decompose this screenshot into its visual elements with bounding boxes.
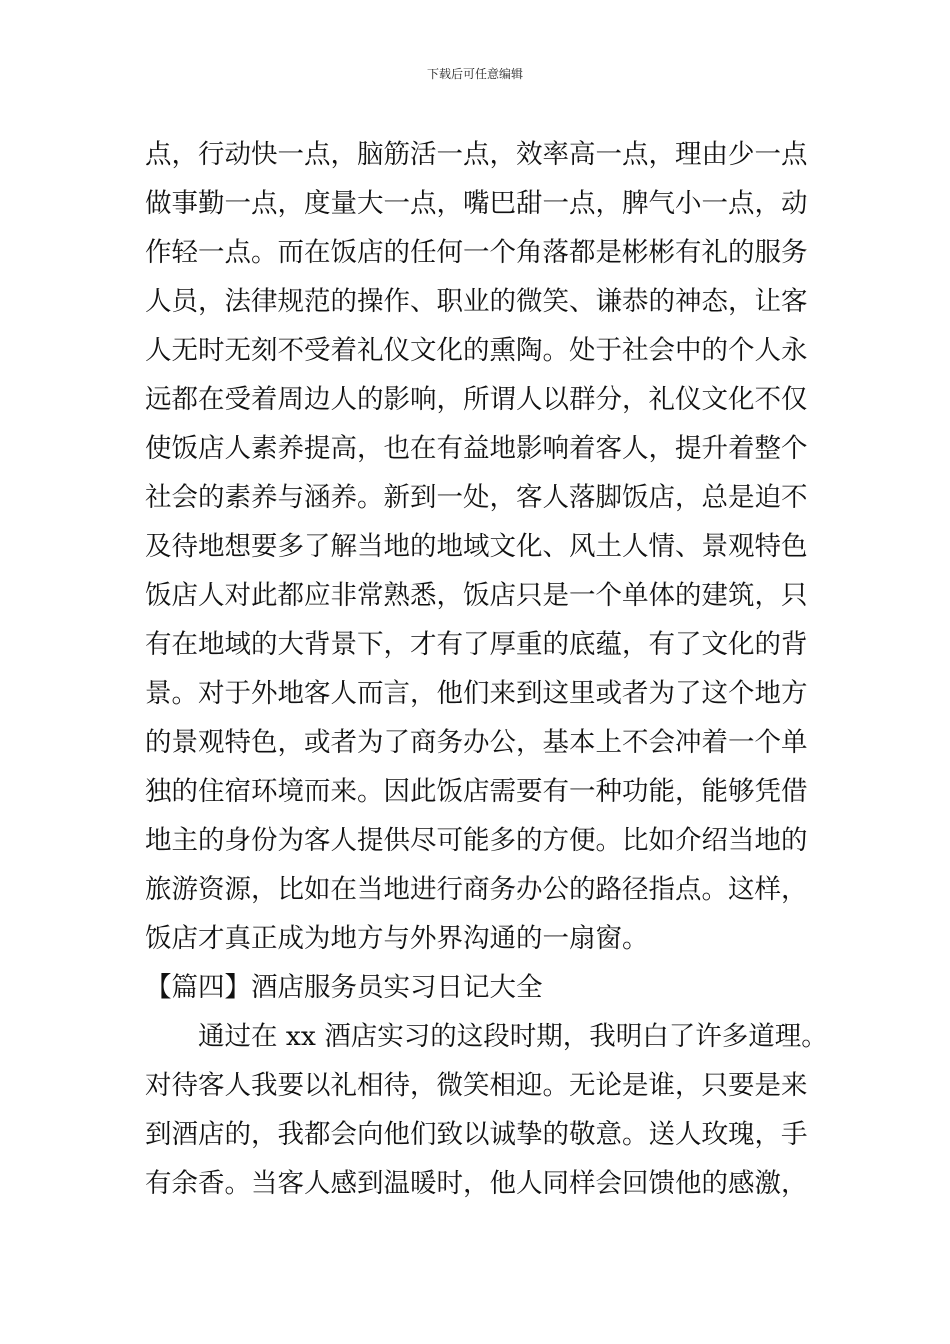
text-line: 做事勤一点，度量大一点，嘴巴甜一点，脾气小一点，动 (145, 188, 808, 219)
text-line: 的景观特色，或者为了商务办公，基本上不会冲着一个单 (145, 727, 808, 758)
text-line: 人无时无刻不受着礼仪文化的熏陶。处于社会中的个人永 (145, 335, 808, 366)
text-line: 景。对于外地客人而言，他们来到这里或者为了这个地方 (145, 678, 808, 709)
text-line: 点，行动快一点，脑筋活一点，效率高一点，理由少一点 (145, 139, 808, 170)
text-line: 对待客人我要以礼相待，微笑相迎。无论是谁，只要是来 (145, 1070, 808, 1101)
section-heading: 【篇四】酒店服务员实习日记大全 (145, 972, 543, 1003)
text-line: 有在地域的大背景下，才有了厚重的底蕴，有了文化的背 (145, 629, 808, 660)
text-line: 远都在受着周边人的影响，所谓人以群分，礼仪文化不仅 (145, 384, 808, 415)
text-line: 地主的身份为客人提供尽可能多的方便。比如介绍当地的 (145, 825, 808, 856)
text-line: 人员，法律规范的操作、职业的微笑、谦恭的神态，让客 (145, 286, 808, 317)
text-line: 饭店才真正成为地方与外界沟通的一扇窗。 (145, 923, 649, 954)
body-text (145, 130, 828, 1208)
text-line: 作轻一点。而在饭店的任何一个角落都是彬彬有礼的服务 (145, 237, 808, 268)
text-line: 独的住宿环境而来。因此饭店需要有一种功能，能够凭借 (145, 776, 808, 807)
text-line: 饭店人对此都应非常熟悉，饭店只是一个单体的建筑，只 (145, 580, 808, 611)
text-line: 旅游资源，比如在当地进行商务办公的路径指点。这样， (145, 874, 808, 905)
text-line: 到酒店的，我都会向他们致以诚挚的敬意。送人玫瑰，手 (145, 1119, 808, 1150)
text-line: 有余香。当客人感到温暖时，他人同样会回馈他的感激， (145, 1168, 808, 1199)
page-header: 下载后可任意编辑 (426, 67, 523, 81)
text-line: 使饭店人素养提高，也在有益地影响着客人，提升着整个 (145, 433, 808, 464)
paragraph-first-line: 通过在 xx 酒店实习的这段时期，我明白了许多道理。 (198, 1021, 828, 1052)
text-line: 社会的素养与涵养。新到一处，客人落脚饭店，总是迫不 (145, 482, 808, 513)
text-line: 及待地想要多了解当地的地域文化、风土人情、景观特色 (145, 531, 808, 562)
